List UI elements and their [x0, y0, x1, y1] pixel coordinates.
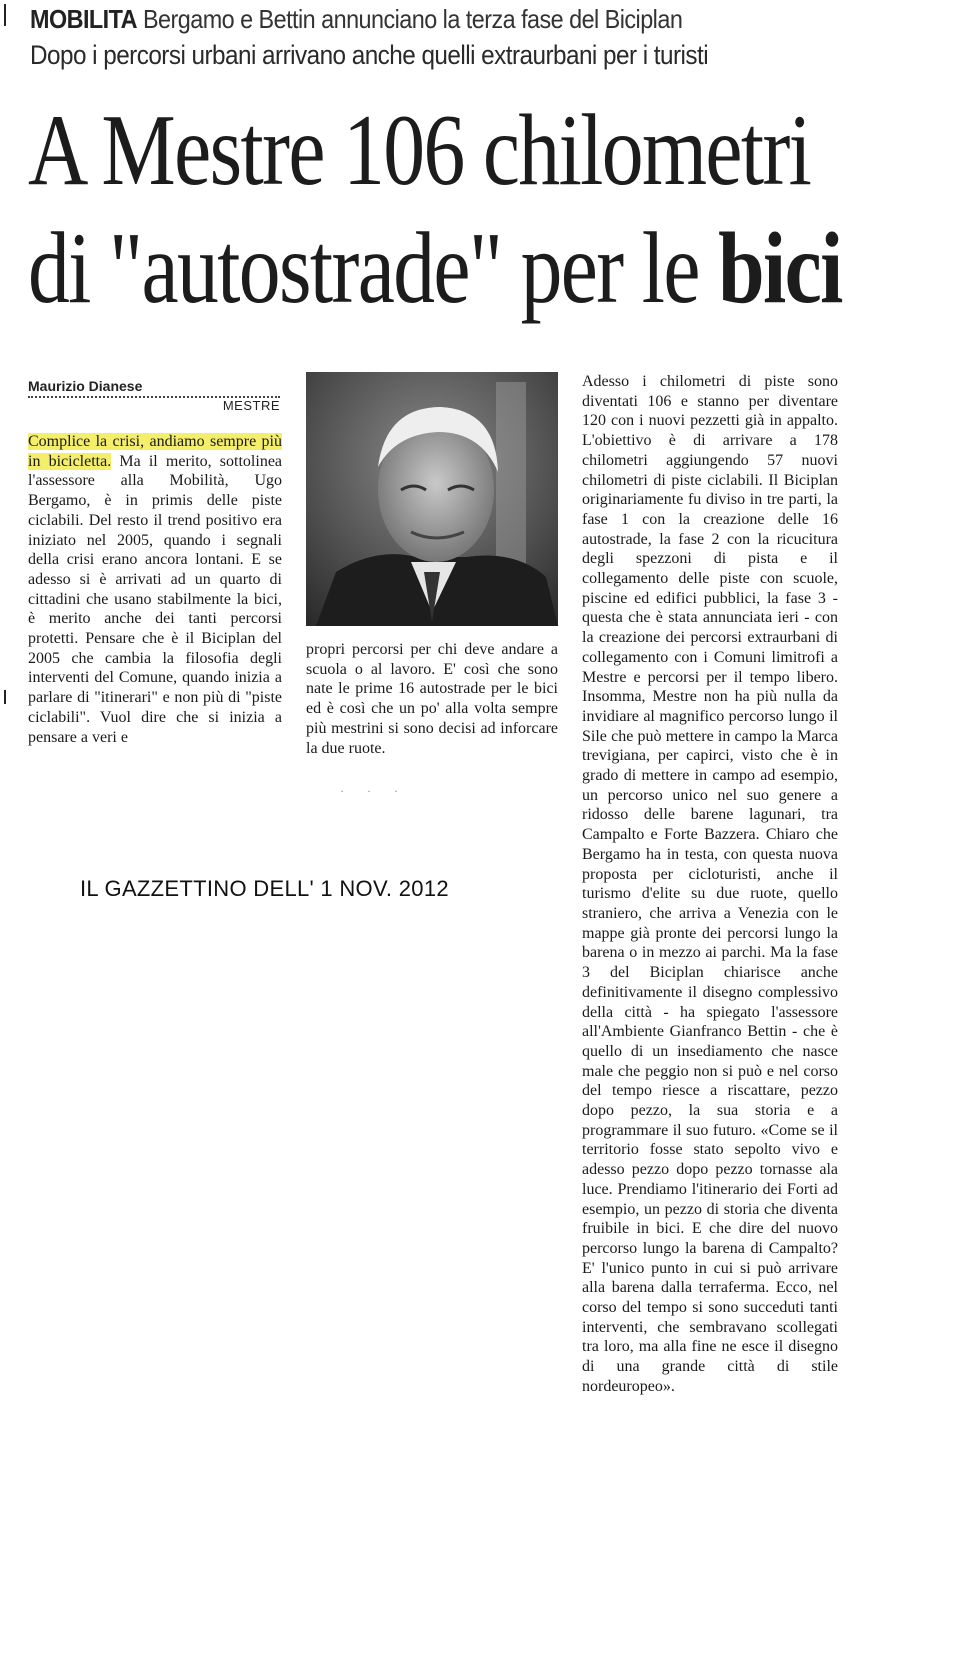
article-column-2: propri percorsi per chi deve andare a scuola o al lavoro. E' così che sono nate le prime 16 autostrade per le bici ed è così che un po' alla volta sempre più mestrini si sono decisi ad inforcare la due ruote. [306, 641, 558, 757]
portrait-photo [306, 372, 558, 626]
dateline-location: MESTRE [222, 398, 280, 413]
article-column-1 [28, 432, 282, 747]
kicker-section: MOBILITA [30, 4, 138, 34]
subtitle: Dopo i percorsi urbani arrivano anche quelli extraurbani per i turisti [30, 40, 709, 70]
headline-line-1: A Mestre 106 chilometri [28, 94, 811, 207]
byline-author: Maurizio Dianese [28, 378, 280, 398]
kicker [30, 2, 840, 36]
column-1-text: Ma il merito, sottolinea l'assessore alla Mobilità, Ugo Bergamo, è in primis delle piste ciclabili. Del resto il trend positivo era iniziato nel 2005, quando i segnali della crisi erano ancora lontani. E se adesso si è arrivati ad un quarto di cittadini che usano stabilmente la bici, è merito anche dei tanti percorsi protetti. Pensare che è il Biciplan del 2005 che cambia la filosofia degli interventi del Comune, quando inizia a parlare di "itinerari" e non più di "piste ciclabili". Vuol dire che si inizia a pensare a veri e [28, 452, 283, 746]
headline-line-2 [28, 210, 842, 328]
margin-rule [4, 4, 6, 26]
highlighted-lead: Complice la crisi, andiamo sempre più in bicicletta. [28, 433, 282, 470]
article-column-3: Adesso i chilometri di piste sono diventati 106 e stanno per diventare 120 con i nuovi pezzetti già in appalto. L'obiettivo è di arrivare a 178 chilometri aggiungendo 57 nuovi chilometri di piste ciclabili. Il Biciplan originariamente fu diviso in tre parti, la fase 1 con la creazione delle 16 autostrade, la fase 2 con la ricucitura degli spezzoni di pista e il collegamento delle piste con scuole, piscine ed edifici pubblici, la fase 3 - questa che è stata annunciata ieri - con la creazione dei percorsi extraurbani di collegamento con i Comuni limitrofi a Mestre e percorsi per il tempo libero. Insomma, Mestre non ha più nulla da invidiare al magnifico percorso lungo il Sile che può mettere in campo la Marca trevigiana, per capirci, visto che è in grado di mettere in campo ad esempio, un percorso unico nel suo genere a ridosso delle barene lagunari, tra Campalto e Forte Bazzera. Chiaro che Bergamo ha in testa, con questa nuova proposta per cicloturisti, anche il turismo d'elite su due ruote, quello straniero, che arriva a Venezia con le mappe già pronte dei percorsi lungo la barena o in mezzo ai parchi. Ma la fase 3 del Biciplan chiarisce anche definitivamente il disegno complessivo della città - ha spiegato l'assessore all'Ambiente Gianfranco Bettin - che è quello di un insediamento che nasce male che peggio non si può e nel corso del tempo riesce a riscattare, pezzo dopo pezzo, la sua storia e a programmare il suo futuro. «Come se il territorio fosse stato sepolto vivo e adesso pezzo dopo pezzo tornasse ala luce. Prendiamo l'itinerario dei Forti ad esempio, un pezzo di storia che diventa fruibile in bici. E che dire del nuovo percorso lungo la barena di Campalto? E' l'unico punto in cui si può arrivare alla barena dalla terraferma. Ecco, nel corso del tempo si sono succeduti tanti interventi, che sembravano scollegati tra loro, ma alla fine ne esce il disegno di una grande città di stile nordeuropeo». [582, 373, 838, 1395]
headline-line-2-text: di "autostrade" per le [28, 212, 699, 325]
headline [28, 92, 842, 328]
headline-bold-word: bici [718, 212, 842, 325]
portrait-photo-icon [306, 372, 558, 626]
decorative-dots: · · · [340, 784, 408, 798]
source-note: IL GAZZETTINO DELL' 1 NOV. 2012 [80, 876, 449, 901]
kicker-text: Bergamo e Bettin annunciano la terza fase del Biciplan [142, 4, 683, 34]
margin-rule-lower [4, 690, 6, 704]
